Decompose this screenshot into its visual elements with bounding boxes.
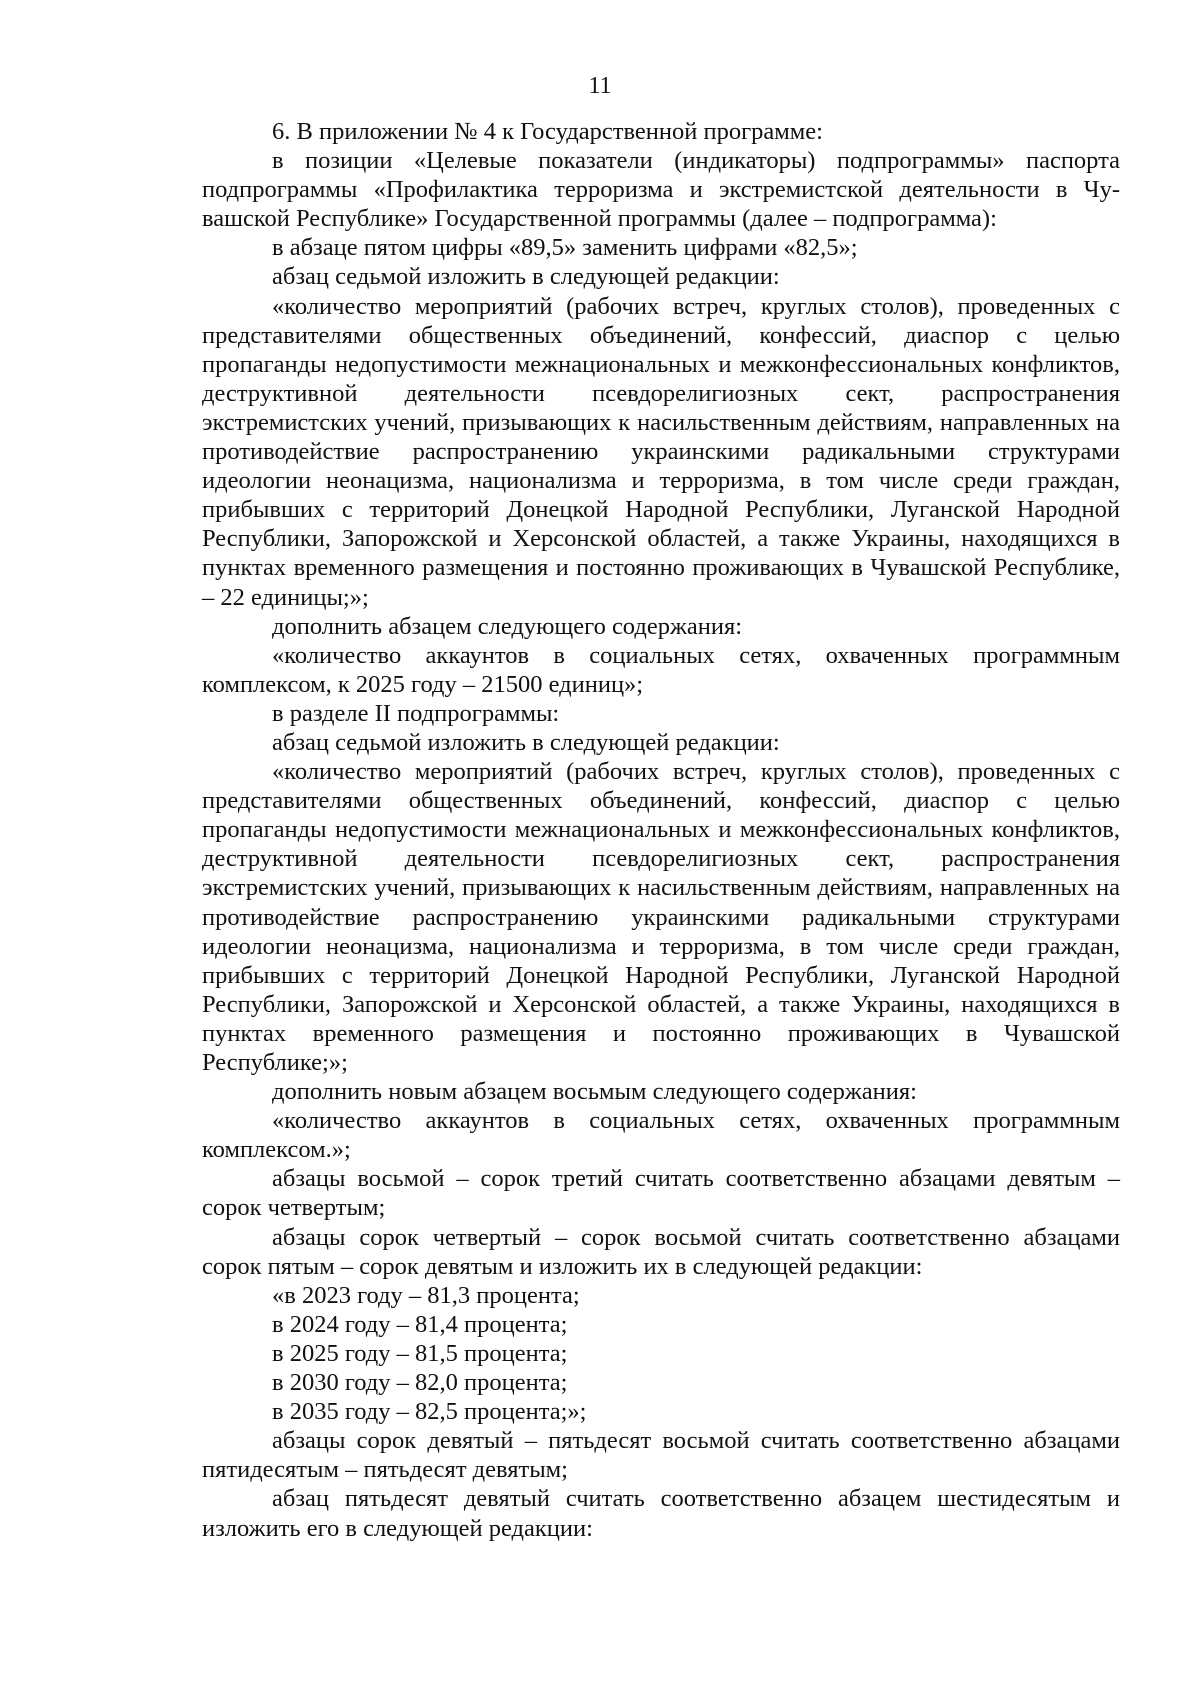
paragraph-abzac-7-intro: абзац седьмой изложить в следующей редакции: (272, 263, 780, 291)
paragraph-year-2024: в 2024 году – 81,4 процента; (272, 1310, 568, 1338)
paragraph-year-2023: «в 2023 году – 81,3 процента; (272, 1281, 580, 1309)
document-body (202, 117, 1120, 1543)
paragraph-abzac-5: в абзаце пятом цифры «89,5» заменить цифрами «82,5»; (272, 234, 858, 262)
paragraph-accounts-quote-2: «количество аккаунтов в социальных сетях, охваченных программным комплексом.»; (202, 1107, 1120, 1164)
paragraph-passport-position: в позиции «Целевые показатели (индикаторы) подпрограммы» паспорта подпрограммы «Профилактика терроризма и экстремистской деятельности в Чувашской Республике» Государственной программы (далее – подпрограмма): (202, 147, 1120, 233)
paragraph-renumber-3: абзацы сорок девятый – пятьдесят восьмой считать соответственно абзацами пятидесятым – пятьдесят девятым; (202, 1427, 1120, 1484)
paragraph-year-2025: в 2025 году – 81,5 процента; (272, 1339, 568, 1367)
paragraph-item-1: 6. В приложении № 4 к Государственной программе: (272, 118, 823, 145)
paragraph-accounts-quote: «количество аккаунтов в социальных сетях, охваченных программным комплексом, к 2025 году – 21500 единиц»; (202, 641, 1120, 698)
paragraph-events-quote: «количество мероприятий (рабочих встреч, круглых столов), проведенных с представителями общественных объединений, конфессий, диаспор с целью пропаганды недопустимости межнациональных и межконфессиональных конфликтов, деструктивной деятельности псевдорелигиозных сект, распространения экстремистских учений, призывающих к насильственным действиям, направленных на противодействие распространению украинскими радикальными структурами идеологии неонацизма, национализма и терроризма, в том числе среди граждан, прибывших с территорий Донецкой Народной Республики, Луганской Народной Республики, Запорожской и Херсонской областей, а также Украины, находящихся в пунктах временного размещения и постоянно проживающих в Чувашской Республике, – 22 единицы;»; (202, 292, 1120, 611)
paragraph-add-abzac: дополнить абзацем следующего содержания: (272, 612, 743, 640)
paragraph-year-2030: в 2030 году – 82,0 процента; (272, 1369, 568, 1397)
paragraph-renumber-4: абзац пятьдесят девятый считать соответственно абзацем шестидесятым и изложить его в следующей редакции: (202, 1485, 1120, 1542)
paragraph-events-quote-2: «количество мероприятий (рабочих встреч, круглых столов), проведенных с представителями общественных объединений, конфессий, диаспор с целью пропаганды недопустимости межнациональных и межконфессиональных конфликтов, деструктивной деятельности псевдорелигиозных сект, распространения экстремистских учений, призывающих к насильственным действиям, направленных на противодействие распространению украинскими радикальными структурами идеологии неонацизма, национализма и терроризма, в том числе среди граждан, прибывших с территорий Донецкой Народной Республики, Луганской Народной Республики, Запорожской и Херсонской областей, а также Украины, находящихся в пунктах временного размещения и постоянно проживающих в Чувашской Республике;»; (202, 758, 1120, 1076)
paragraph-renumber-1: абзацы восьмой – сорок третий считать соответственно абзацами девятым – сорок четвертым; (202, 1165, 1120, 1222)
paragraph-year-2035: в 2035 году – 82,5 процента;»; (272, 1398, 587, 1426)
page-number: 11 (588, 73, 612, 99)
paragraph-add-abzac-8: дополнить новым абзацем восьмым следующего содержания: (272, 1078, 917, 1106)
paragraph-renumber-2: абзацы сорок четвертый – сорок восьмой считать соответственно абзацами сорок пятым – сорок девятым и изложить их в следующей редакции: (202, 1223, 1120, 1280)
paragraph-section-2: в разделе II подпрограммы: (272, 699, 560, 727)
paragraph-abzac-7-intro-2: абзац седьмой изложить в следующей редакции: (272, 728, 780, 756)
